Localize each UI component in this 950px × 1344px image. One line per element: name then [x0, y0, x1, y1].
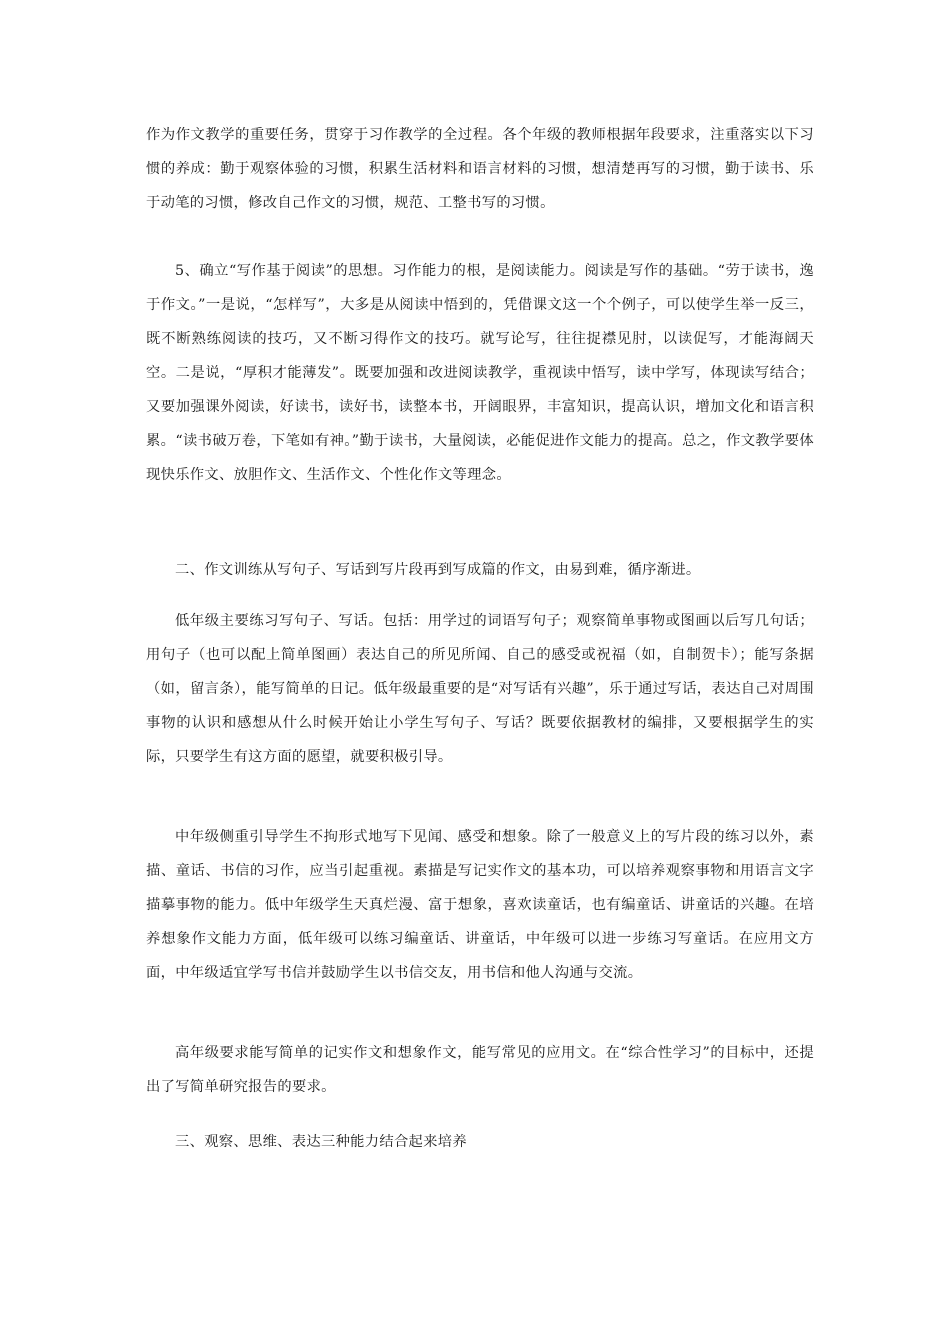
paragraph-lower-grades: 低年级主要练习写句子、写话。包括：用学过的词语写句子；观察简单事物或图画以后写几句话；用句子（也可以配上简单图画）表达自己的所见所闻、自己的感受或祝福（如，自制贺卡）；能写条据（如，留言条），能写简单的日记。低年级最重要的是“对写话有兴趣”，乐于通过写话，表达自己对周围事物的认识和感想从什么时候开始让小学生写句子、写话？既要依据教材的编排，又要根据学生的实际，只要学生有这方面的愿望，就要积极引导。	[146, 613, 814, 765]
paragraph-upper-grades: 高年级要求能写简单的记实作文和想象作文，能写常见的应用文。在“综合性学习”的目标中，还提出了写简单研究报告的要求。	[146, 1045, 814, 1095]
section-heading-three: 三、观察、思维、表达三种能力结合起来培养	[175, 1134, 467, 1150]
paragraph-middle-grades: 中年级侧重引导学生不拘形式地写下见闻、感受和想象。除了一般意义上的写片段的练习以外，素描、童话、书信的习作，应当引起重视。素描是写记实作文的基本功，可以培养观察事物和用语言文字描摹事物的能力。低中年级学生天真烂漫、富于想象，喜欢读童话，也有编童话、讲童话的兴趣。在培养想象作文能力方面，低年级可以练习编童话、讲童话，中年级可以进一步练习写童话。在应用文方面，中年级适宜学写书信并鼓励学生以书信交友，用书信和他人沟通与交流。	[146, 829, 814, 981]
paragraph-reading-based-writing: 5、确立“写作基于阅读”的思想。习作能力的根，是阅读能力。阅读是写作的基础。“劳于读书，逸于作文。”一是说，“怎样写”，大多是从阅读中悟到的，凭借课文这一个个例子，可以使学生举一反三，既不断熟练阅读的技巧，又不断习得作文的技巧。就写论写，往往捉襟见肘，以读促写，才能海阔天空。二是说，“厚积才能薄发”。既要加强和改进阅读教学，重视读中悟写，读中学写，体现读写结合；又要加强课外阅读，好读书，读好书，读整本书，开阔眼界，丰富知识，提高认识，增加文化和语言积累。“读书破万卷，下笔如有神。”勤于读书，大量阅读，必能促进作文能力的提高。总之，作文教学要体现快乐作文、放胆作文、生活作文、个性化作文等理念。	[146, 263, 814, 483]
section-heading-two: 二、作文训练从写句子、写话到写片段再到写成篇的作文，由易到难，循序渐进。	[175, 562, 701, 578]
paragraph-habits: 作为作文教学的重要任务，贯穿于习作教学的全过程。各个年级的教师根据年段要求，注重落实以下习惯的养成：勤于观察体验的习惯，积累生活材料和语言材料的习惯，想清楚再写的习惯，勤于读书、乐于动笔的习惯，修改自己作文的习惯，规范、工整书写的习惯。	[146, 127, 814, 211]
